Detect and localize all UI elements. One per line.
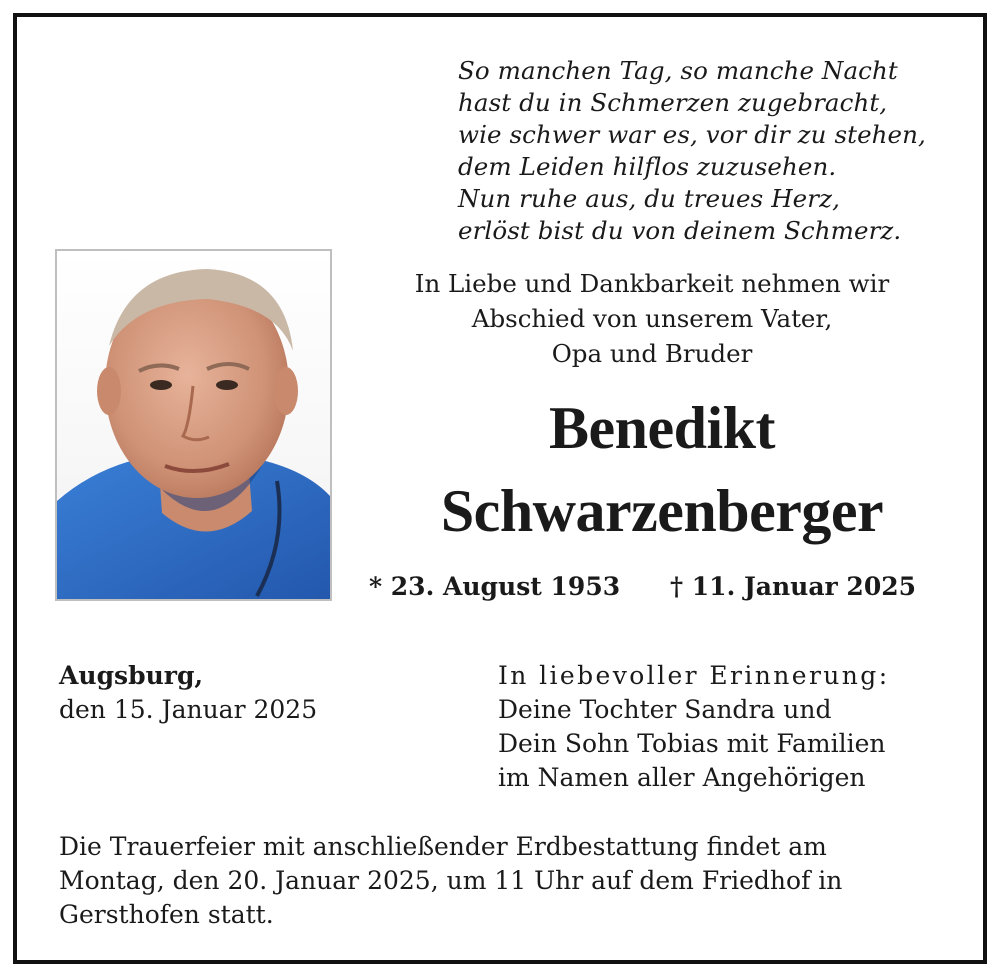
funeral-line: Montag, den 20. Januar 2025, um 11 Uhr auf dem Friedhof in [59, 866, 843, 895]
poem-line: So manchen Tag, so manche Nacht [458, 56, 898, 85]
poem [458, 55, 978, 247]
deceased-first-name: Benedikt [548, 395, 776, 461]
portrait-photo [55, 249, 332, 601]
funeral-line: Die Trauerfeier mit anschließender Erdbestattung findet am [59, 832, 827, 861]
place-city: Augsburg, [59, 661, 204, 690]
funeral-info [59, 830, 959, 932]
left-eye [150, 380, 172, 390]
notice-date: den 15. Januar 2025 [59, 695, 318, 724]
funeral-line: Gersthofen statt. [59, 900, 274, 929]
poem-line: Nun ruhe aus, du treues Herz, [458, 184, 840, 213]
mourners-line: im Namen aller Angehörigen [498, 763, 866, 792]
intro-line: Opa und Bruder [551, 339, 753, 368]
portrait-illustration [57, 251, 330, 599]
farewell-intro [362, 266, 942, 371]
intro-line: Abschied von unserem Vater, [471, 304, 833, 333]
birth-date: * 23. August 1953 [369, 572, 621, 601]
mourners-lead: In liebevoller Erinnerung: [498, 661, 890, 690]
death-date: † 11. Januar 2025 [670, 572, 917, 601]
place-and-date [59, 659, 317, 727]
mourners-line: Deine Tochter Sandra und [498, 695, 832, 724]
mourners-block [498, 659, 890, 795]
left-ear [97, 367, 121, 415]
poem-line: dem Leiden hilflos zuzusehen. [458, 152, 837, 181]
poem-line: hast du in Schmerzen zugebracht, [458, 88, 888, 117]
right-ear [274, 367, 298, 415]
mourners-line: Dein Sohn Tobias mit Familien [498, 729, 886, 758]
poem-line: wie schwer war es, vor dir zu stehen, [458, 120, 926, 149]
obituary-notice [13, 13, 987, 964]
intro-line: In Liebe und Dankbarkeit nehmen wir [414, 269, 890, 298]
right-eye [216, 380, 238, 390]
poem-line: erlöst bist du von deinem Schmerz. [458, 216, 902, 245]
deceased-last-name: Schwarzenberger [440, 478, 884, 544]
